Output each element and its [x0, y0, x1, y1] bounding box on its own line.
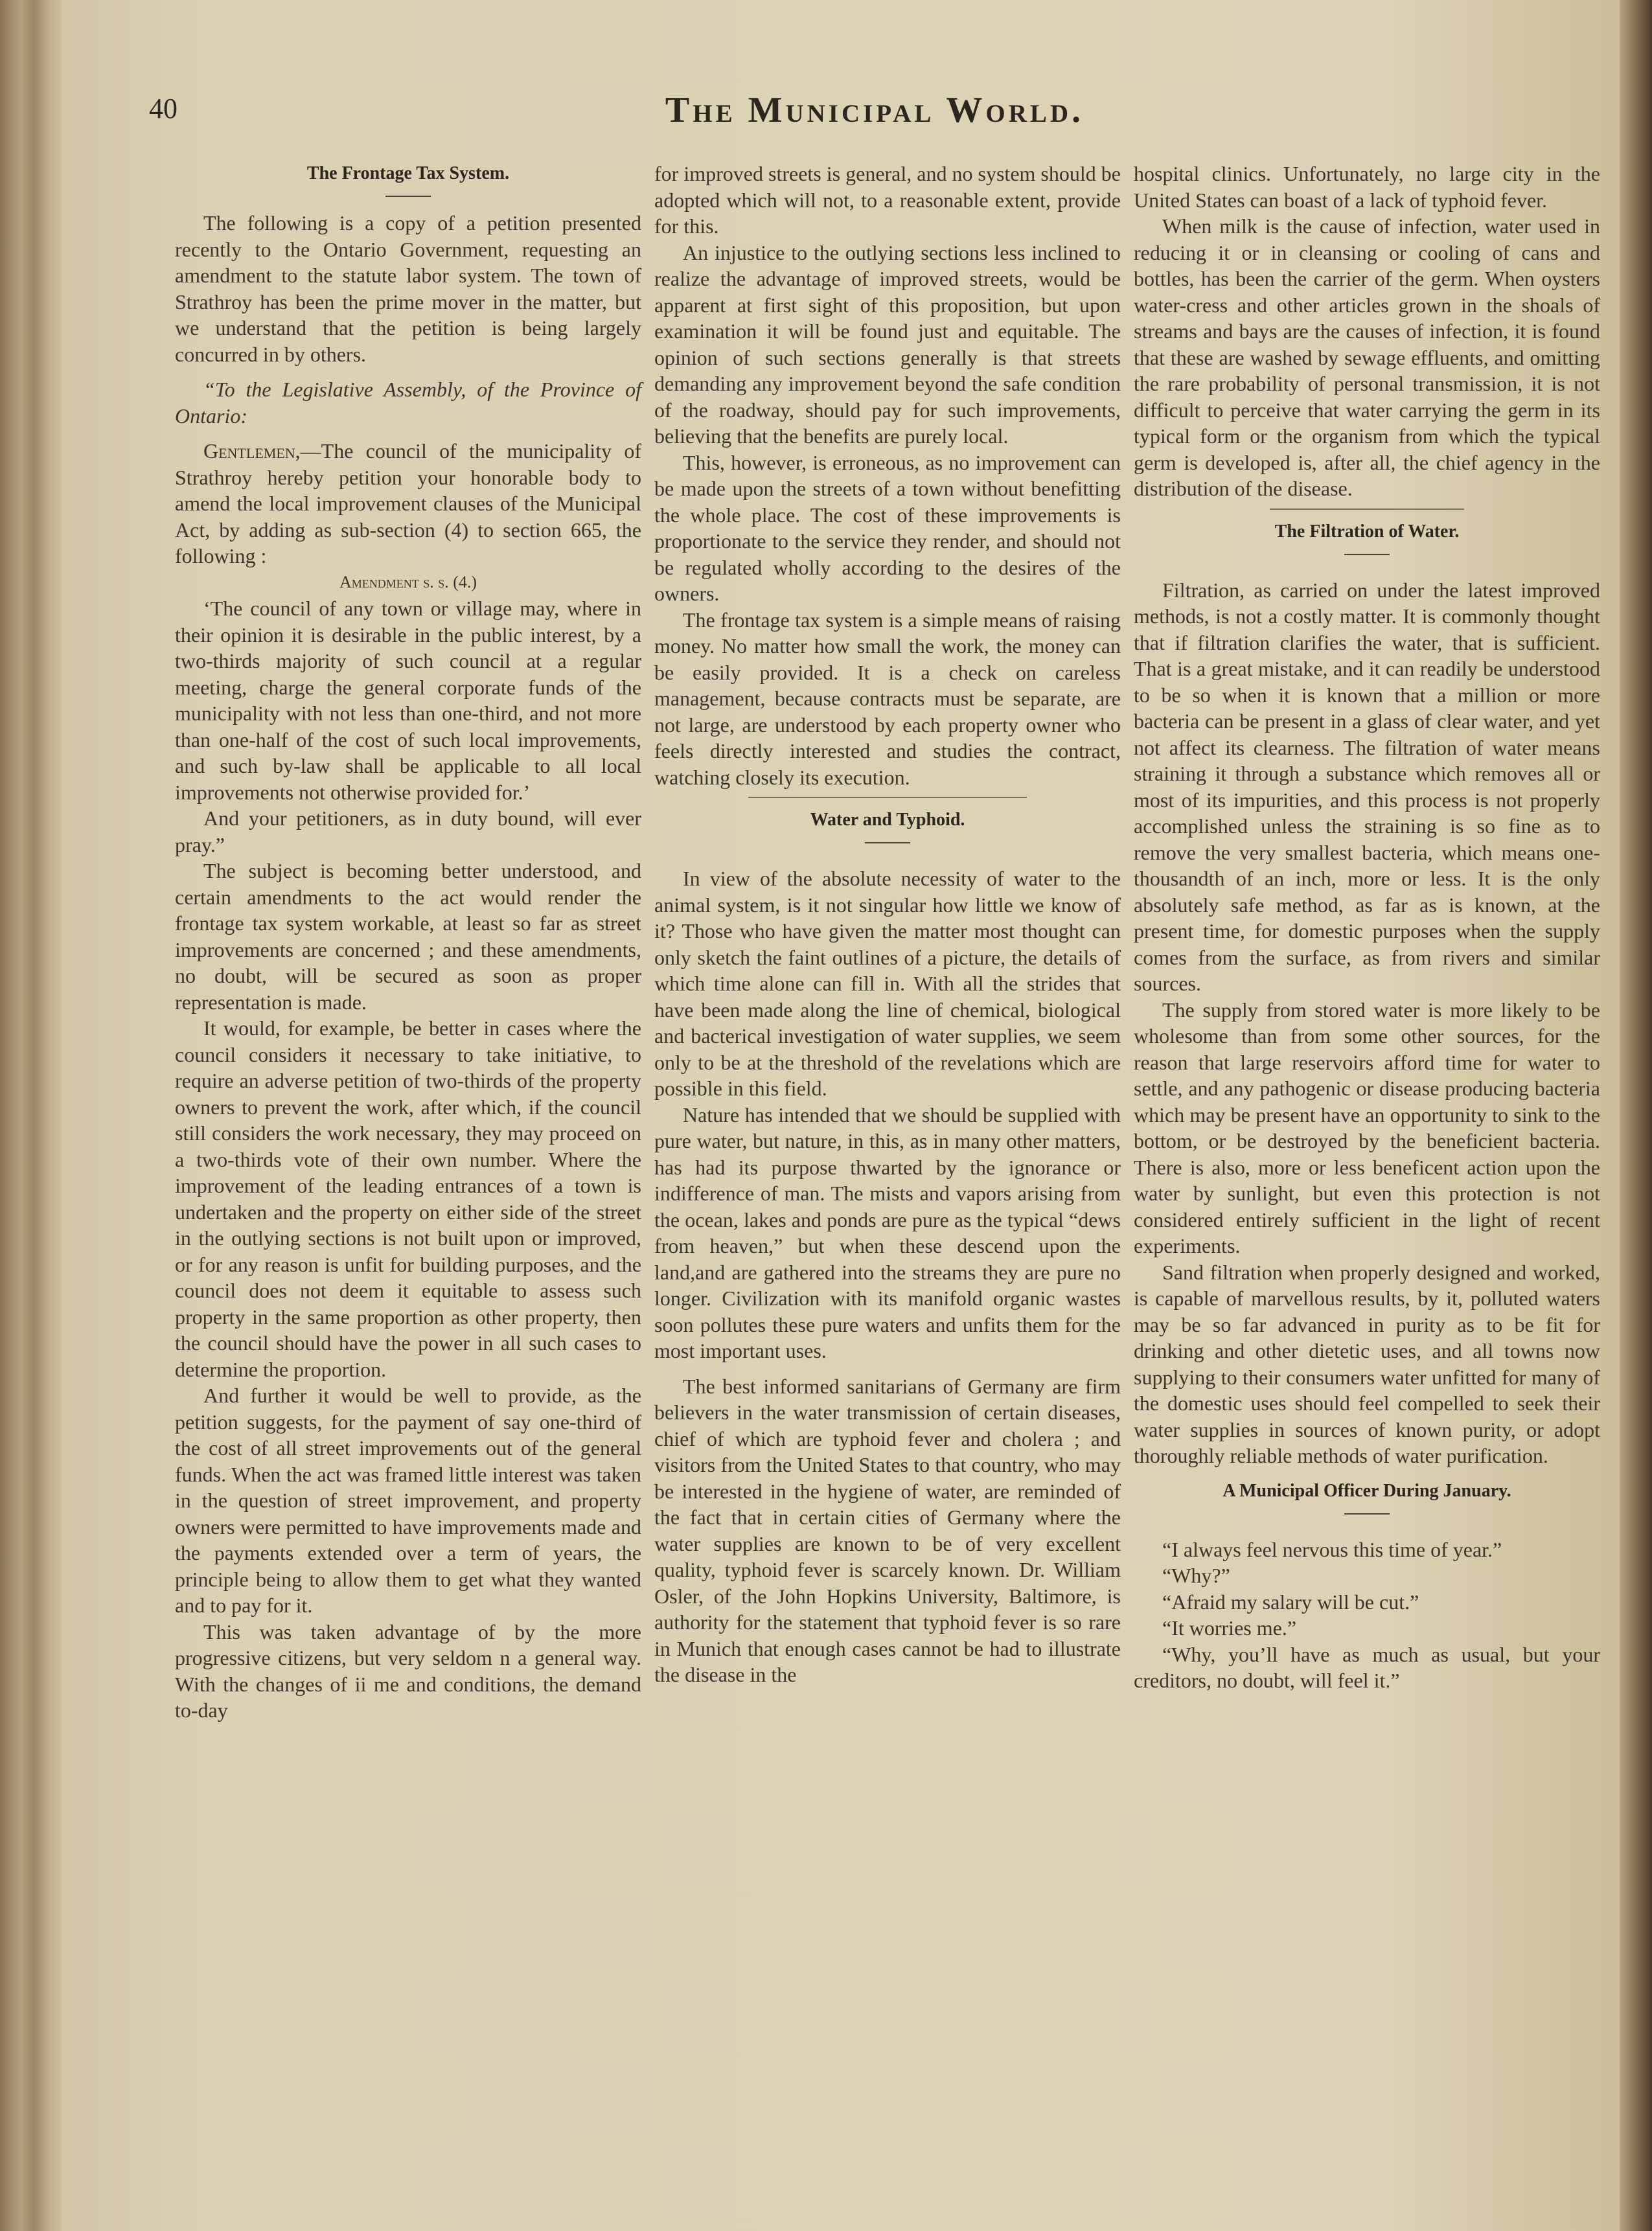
- paragraph: And further it would be well to provide, as the petition suggests, for the payment of say one-third of the cost of all street improvements out of the general funds. When the act was framed little interest was taken in the question of street improvement, and property owners were permitted to have improvements made and the payments extended over a term of years, the principle being to allow them to get what they wanted and to pay for it.: [175, 1384, 641, 1617]
- title-rule: [865, 842, 910, 843]
- dialogue-line: “Afraid my salary will be cut.”: [1162, 1590, 1419, 1614]
- title-rule: [1344, 1513, 1390, 1515]
- article-title-frontage-tax: The Frontage Tax System.: [306, 163, 510, 183]
- paragraph: When milk is the cause of infection, water used in reducing it or in cleansing or cooling of cans and bottles, has been the carrier of the germ. When oysters water-cress and other articles grown in the shoals of streams and bays are the causes of infection, it is found that these are washed by sewage effluents, and omitting the rare probability of personal transmission, it is not difficult to perceive that water carrying the germ in its typical form or the organism from which the typical germ is developed is, after all, the chief agency in the distribution of the disease.: [1134, 214, 1600, 500]
- column-3: [1134, 161, 1600, 1694]
- dialogue-line: “I always feel nervous this time of year.”: [1162, 1537, 1502, 1561]
- paragraph: Sand filtration when properly designed and worked, is capable of marvellous results, by it, polluted waters may be so far advanced in purity as to be fit for drinking and other dietetic uses, and all towns now supplying to their consumers water unfitted for many of the domestic uses should feel compelled to seek their water supplies in sources of known purity, or adopt thoroughly reliable methods of water purification.: [1134, 1260, 1600, 1467]
- paragraph: The following is a copy of a petition presented recently to the Ontario Government, requesting an amendment to the statute labor system. The town of Strathroy has been the prime mover in the matter, but we understand that the petition is being largely concurred in by others.: [175, 211, 641, 366]
- petition-address: “To the Legislative Assembly, of the Province of Ontario:: [175, 378, 641, 428]
- petition-paragraph: [175, 438, 641, 569]
- paragraph: The frontage tax system is a simple means of raising money. No matter how small the work, the money can be easily provided. It is a check on careless management, because contracts must be separate, are not large, are understood by each property owner who feels directly interested and studies the contract, watching closely its execution.: [654, 608, 1121, 789]
- book-spine: [0, 0, 62, 2231]
- salutation: Gentlemen,: [203, 439, 301, 463]
- paragraph: This, however, is erroneous, as no improvement can be made upon the streets of a town without benefitting the whole place. The cost of these improvements is proportionate to the service they render, and should not be regulated wholly according to the desires of the owners.: [654, 450, 1121, 605]
- column-1: [175, 161, 641, 1724]
- page-right-edge: [1620, 0, 1652, 2231]
- petition-text: —The council of the municipality of Strathroy hereby petition your honorable body to amend the local improvement clauses of the Municipal Act, by adding as sub-section (4) to section 665, the following :: [175, 439, 641, 567]
- paragraph: This was taken advantage of by the more progressive citizens, but very seldom n a general way. With the changes of ii me and conditions, the demand to-day: [175, 1619, 641, 1722]
- paragraph: for improved streets is general, and no system should be adopted which will not, to a reasonable extent, provide for this.: [654, 162, 1121, 238]
- article-title-municipal-officer: A Municipal Officer During January.: [1222, 1480, 1511, 1501]
- dialogue-line: “Why, you’ll have as much as usual, but your creditors, no doubt, will feel it.”: [1134, 1642, 1600, 1692]
- paragraph: Nature has intended that we should be supplied with pure water, but nature, in this, as in many other matters, has had its purpose thwarted by the ignorance or indifference of man. The mists and vapors arising from the ocean, lakes and ponds are pure as the typical “dews from heaven,” but when these descend upon the land,and are gathered into the streams they are pure no longer. Civilization with its manifold organic wastes soon pollutes these pure waters and unfits them for the most important uses.: [654, 1103, 1121, 1362]
- column-2: [654, 161, 1121, 1688]
- paragraph: The subject is becoming better understood, and certain amendments to the act would render the frontage tax system workable, at least so far as street improvements are concerned ; and these amendments, no doubt, will be secured as soon as proper representation is made.: [175, 859, 641, 1014]
- paragraph: Filtration, as carried on under the latest improved methods, is not a costly matter. It is commonly thought that if filtration clarifies the water, that is sufficient. That is a great mistake, and it can readily be understood to be so when it is known that a million or more bacteria can be present in a glass of clear water, and yet not affect its clearness. The filtration of water means straining it through a substance which removes all or most of its impurities, and this process is not properly accomplished unless the straining is so fine as to remove the very smallest bacteria, which means one-thousandth of an inch, more or less. It is the only absolutely safe method, as far as is known, at the present time, for domestic purposes when the supply comes from the surface, as from rivers and similar sources.: [1134, 578, 1600, 995]
- paragraph: The supply from stored water is more likely to be wholesome than from some other sources, for the reason that large reservoirs afford time for water to settle, and any pathogenic or disease producing bacteria which may be present have an opportunity to sink to the bottom, or be destroyed by the beneficient bacteria. There is also, more or less beneficent action upon the water by sunlight, but even this protection is not considered entirely sufficient in the light of recent experiments.: [1134, 998, 1600, 1257]
- paragraph: hospital clinics. Unfortunately, no large city in the United States can boast of a lack of typhoid fever.: [1134, 162, 1600, 212]
- paragraph: It would, for example, be better in cases where the council considers it necessary to take initiative, to require an adverse petition of two-thirds of the property owners to prevent the work, after which, if the council still considers the work necessary, they may proceed on a two-thirds vote of their own number. Where the improvement of the leading entrances of a town is undertaken and the property on either side of the street in the outlying sections is not built upon or improved, or for any reason is unfit for building purposes, and the council does not deem it equitable to assess such property in the same proportion as other property, then the council should have the power in all such cases to determine the proportion.: [175, 1016, 641, 1381]
- section-divider: [748, 797, 1027, 798]
- journal-title: The Municipal World.: [665, 90, 1084, 130]
- amendment-text: ‘The council of any town or village may, where in their opinion it is desirable in the public interest, by a two-thirds majority of such council at a regular meeting, charge the general corporate funds of the municipality with not less than one-third, and not more than one-half of the cost of such local improvements, and such by-law shall be applicable to all local improvements not otherwise provided for.’: [175, 597, 641, 804]
- page-number: 40: [149, 93, 178, 124]
- section-divider: [1270, 509, 1464, 510]
- article-title-water-typhoid: Water and Typhoid.: [810, 810, 965, 830]
- dialogue-line: “It worries me.”: [1162, 1616, 1297, 1640]
- title-rule: [385, 196, 431, 197]
- paragraph: The best informed sanitarians of Germany are firm believers in the water transmission of certain diseases, chief of which are typhoid fever and cholera ; and visitors from the United States to that country, who may be interested in the hygiene of water, are reminded of the fact that in certain cities of Germany where the water supplies are known to be of very excellent quality, typhoid fever is scarcely known. Dr. William Osler, of the John Hopkins University, Baltimore, is authority for the statement that typhoid fever is so rare in Munich that enough cases cannot be had to illustrate the disease in the: [654, 1374, 1121, 1686]
- paragraph: An injustice to the outlying sections less inclined to realize the advantage of improved streets, would be apparent at first sight of this proposition, but upon examination it will be found just and equitable. The opinion of such sections generally is that streets demanding any improvement beyond the safe condition of the roadway, should pay for such improvements, believing that the benefits are purely local.: [654, 240, 1121, 448]
- title-rule: [1344, 554, 1390, 555]
- paragraph: In view of the absolute necessity of water to the animal system, is it not singular how little we know of it? Those who have given the matter most thought can only sketch the faint outlines of a picture, the details of which time alone can fill in. With all the strides that have been made along the line of chemical, biological and bacterical investigation of water supplies, we seem only to be at the threshold of the revelations which are possible in this field.: [654, 867, 1121, 1100]
- article-title-filtration: The Filtration of Water.: [1274, 521, 1460, 542]
- amendment-heading: Amendment s. s. (4.): [339, 572, 477, 591]
- page-header: [149, 89, 1600, 135]
- dialogue-line: “Why?”: [1162, 1564, 1230, 1587]
- paragraph: And your petitioners, as in duty bound, will ever pray.”: [175, 807, 641, 856]
